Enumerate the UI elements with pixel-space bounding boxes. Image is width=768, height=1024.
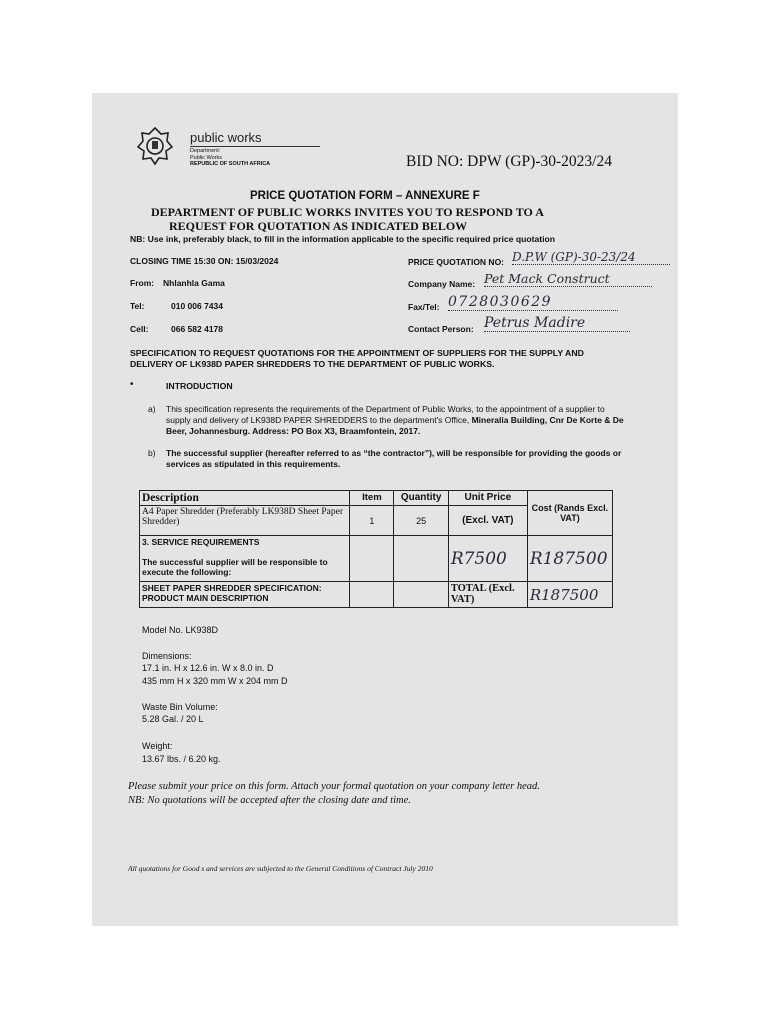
row3-total-label: TOTAL (Excl. VAT) — [448, 582, 527, 608]
spec-model: Model No. LK938D — [142, 625, 219, 635]
coat-of-arms-icon — [134, 125, 176, 167]
row2-heading: 3. SERVICE REQUIREMENTS — [142, 537, 260, 547]
row2-text: The successful supplier will be responsible to execute the following: — [142, 557, 328, 577]
tel-value: 010 006 7434 — [171, 301, 223, 311]
closing-time: CLOSING TIME 15:30 ON: 15/03/2024 — [130, 256, 279, 266]
table-row — [140, 536, 613, 582]
spec-weight-label: Weight: — [142, 741, 173, 751]
row1-quantity: 25 — [394, 506, 448, 536]
from-value: Nhlanhla Gama — [163, 278, 225, 288]
row3-description: SHEET PAPER SHREDDER SPECIFICATION: PRODUCT MAIN DESCRIPTION — [140, 582, 350, 608]
intro-b-text: The successful supplier (hereafter referred to as “the contractor”), will be responsible for providing the goods or services as stipulated in this requirements. — [166, 448, 622, 469]
spec-dimensions-label: Dimensions: — [142, 651, 192, 661]
spec-waste-value: 5.28 Gal. / 20 L — [142, 714, 204, 724]
intro-bullet: • — [130, 379, 134, 390]
footer-note: All quotations for Good s and services are subjected to the General Conditions of Contract July 2010 — [128, 864, 433, 873]
row2-description — [140, 536, 350, 582]
cell-value: 066 582 4178 — [171, 324, 223, 334]
header-item: Item — [350, 491, 394, 506]
quotation-table — [139, 490, 613, 608]
row3-total-value[interactable]: R187500 — [527, 582, 612, 608]
form-title: PRICE QUOTATION FORM – ANNEXURE F — [250, 190, 480, 202]
row2-quantity — [394, 536, 448, 582]
company-label: Company Name: — [408, 279, 476, 289]
bid-number: BID NO: DPW (GP)-30-2023/24 — [406, 153, 612, 170]
logo-underline — [190, 146, 320, 147]
header-unit-price: Unit Price — [448, 491, 527, 506]
contact-label: Contact Person: — [408, 324, 474, 334]
closing-note: NB: No quotations will be accepted after the closing date and time. — [128, 795, 411, 806]
contact-value[interactable]: Petrus Madire — [484, 315, 630, 332]
spec-dimensions-inches: 17.1 in. H x 12.6 in. W x 8.0 in. D — [142, 663, 274, 673]
invite-line1: DEPARTMENT OF PUBLIC WORKS INVITES YOU TO RESPOND TO A — [151, 205, 544, 219]
quotation-label: PRICE QUOTATION NO: — [408, 257, 505, 267]
fax-value[interactable]: 0728030629 — [448, 294, 618, 311]
row1-item: 1 — [350, 506, 394, 536]
from-label: From: — [130, 278, 155, 288]
cell-label: Cell: — [130, 324, 149, 334]
logo-dept-line3: REPUBLIC OF SOUTH AFRICA — [190, 161, 271, 167]
tel-label: Tel: — [130, 301, 145, 311]
logo-dept-line1: Department: — [190, 148, 221, 154]
spec-waste-label: Waste Bin Volume: — [142, 702, 218, 712]
scanned-document-page — [92, 93, 678, 926]
row1-unit-price: (Excl. VAT) — [448, 506, 527, 536]
quotation-value[interactable]: D.P.W (GP)-30-23/24 — [512, 250, 670, 265]
intro-a-marker: a) — [148, 404, 156, 414]
intro-b-marker: b) — [148, 448, 156, 458]
table-row — [140, 582, 613, 608]
row3-quantity — [394, 582, 448, 608]
invite-line2: REQUEST FOR QUOTATION AS INDICATED BELOW — [169, 219, 468, 233]
row2-unit-price[interactable]: R7500 — [448, 536, 527, 582]
specification-heading: SPECIFICATION TO REQUEST QUOTATIONS FOR THE APPOINTMENT OF SUPPLIERS FOR THE SUPPLY AND DELIVERY OF LK938D PAPER SHREDDERS TO THE DEPARTMENT OF PUBLIC WORKS. — [130, 348, 584, 369]
nb-ink-note: NB: Use ink, preferably black, to fill in the information applicable to the specific required price quotation — [130, 234, 555, 244]
intro-a-text: This specification represents the requirements of the Department of Public Works, to the appointment of a supplier to supply and delivery of LK938D PAPER SHREDDERS to the department's Office, — [166, 404, 605, 425]
row2-cost[interactable]: R187500 — [527, 536, 612, 582]
company-value[interactable]: Pet Mack Construct — [484, 271, 652, 287]
header-cost: Cost (Rands Excl. VAT) — [527, 491, 612, 536]
fax-label: Fax/Tel: — [408, 302, 440, 312]
intro-heading: INTRODUCTION — [166, 381, 233, 391]
row1-description: A4 Paper Shredder (Preferably LK938D Sheet Paper Shredder) — [140, 506, 350, 536]
table-header-row — [140, 491, 613, 506]
row2-item — [350, 536, 394, 582]
intro-a-address: Mineralia Building, Cnr De Korte & De Beer, Johannesburg. Address: PO Box X3, Braamfontein, 2017. — [166, 415, 624, 436]
logo-dept-line2: Public Works — [190, 155, 222, 161]
header-description: Description — [140, 491, 350, 506]
spec-weight-value: 13.67 lbs. / 6.20 kg. — [142, 754, 221, 764]
spec-dimensions-mm: 435 mm H x 320 mm W x 204 mm D — [142, 676, 288, 686]
submit-note: Please submit your price on this form. Attach your formal quotation on your company letter head. — [128, 781, 540, 792]
logo-brand: public works — [190, 130, 262, 145]
header-quantity: Quantity — [394, 491, 448, 506]
intro-a-paragraph — [166, 404, 626, 437]
row3-item — [350, 582, 394, 608]
